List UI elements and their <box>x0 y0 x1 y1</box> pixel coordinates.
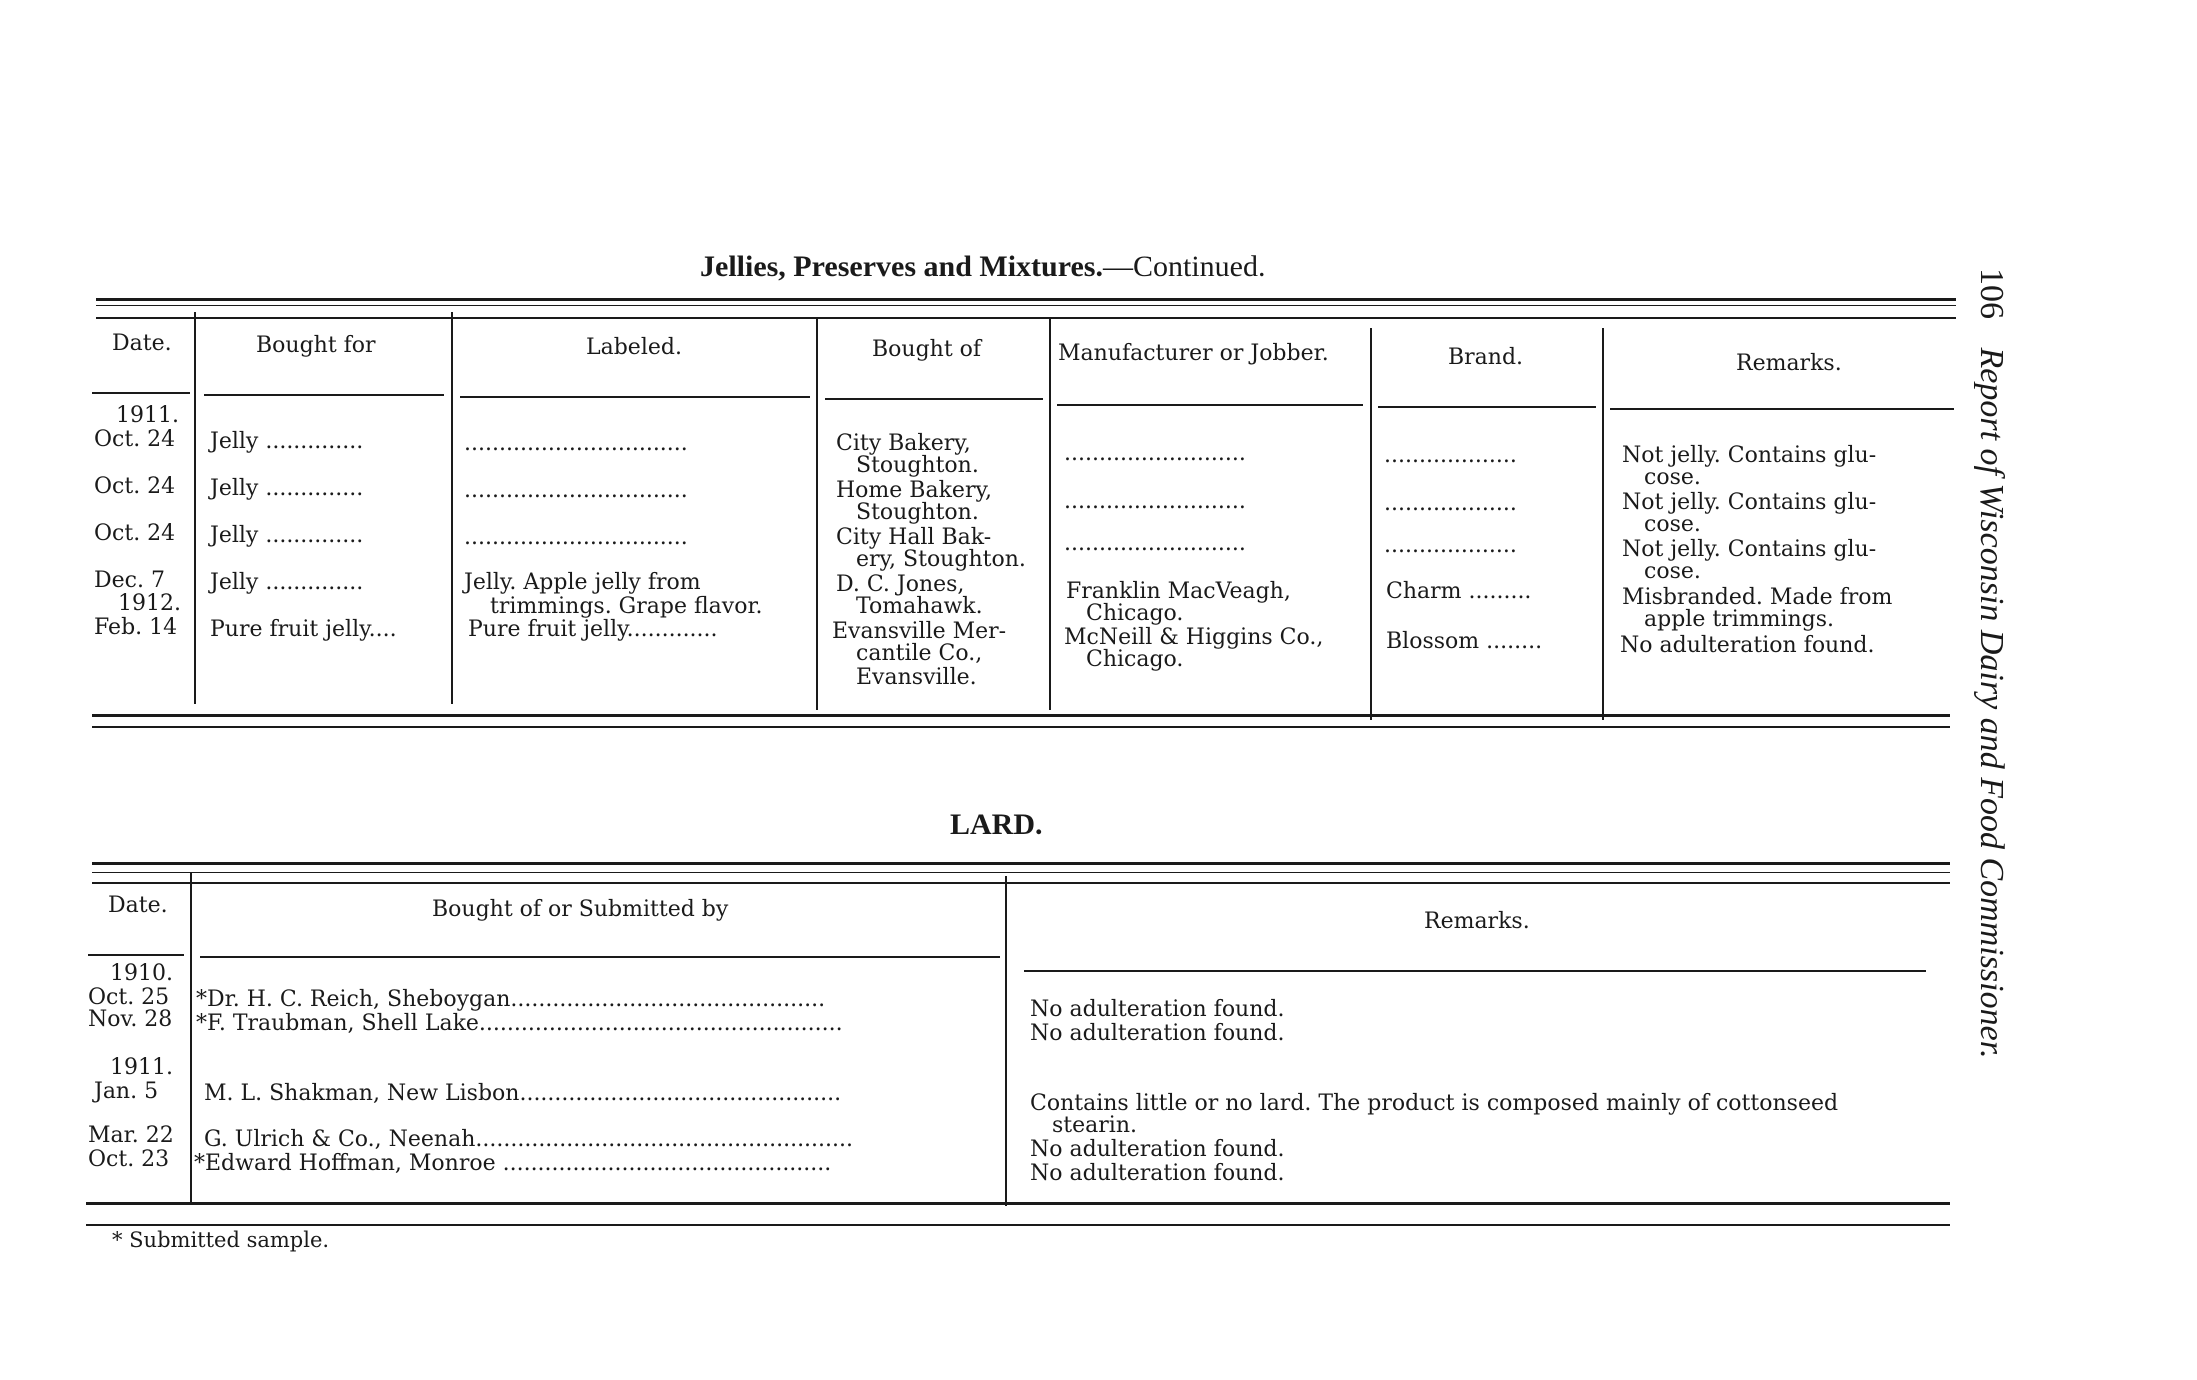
row-remarks: cose. <box>1644 512 1701 537</box>
row-remarks: Not jelly. Contains glu- <box>1622 443 1877 468</box>
row-bought-for: Jelly .............. <box>210 523 364 548</box>
page-number: 106 <box>1973 268 2010 319</box>
row-bought-of: Stoughton. <box>856 453 979 478</box>
row-manufacturer: .......................... <box>1064 441 1246 466</box>
row-manufacturer: Chicago. <box>1086 601 1184 626</box>
jellies-header-date: Date. <box>112 331 172 356</box>
lard-header-bought-of: Bought of or Submitted by <box>432 897 729 922</box>
jellies-top-rule <box>96 298 1956 301</box>
lard-title: LARD. <box>950 808 1043 841</box>
row-remarks: No adulteration found. <box>1030 1137 1285 1162</box>
row-date: Oct. 24 <box>94 521 176 546</box>
row-remarks: cose. <box>1644 465 1701 490</box>
row-bought-of: Stoughton. <box>856 500 979 525</box>
row-bought-of: City Hall Bak- <box>836 525 992 550</box>
running-title: Report of Wisconsin Dairy and Food Commissioner. <box>1973 347 2010 1059</box>
row-labeled: trimmings. Grape flavor. <box>490 594 763 619</box>
row-date: Feb. 14 <box>94 615 178 640</box>
row-remarks: stearin. <box>1052 1113 1137 1138</box>
row-bought-of: *F. Traubman, Shell Lake.................................................... <box>196 1011 843 1036</box>
row-remarks: No adulteration found. <box>1030 1161 1285 1186</box>
jellies-year: 1912. <box>118 591 181 616</box>
row-bought-of: M. L. Shakman, New Lisbon.............................................. <box>204 1081 842 1106</box>
running-head <box>1972 268 2010 1059</box>
row-remarks: No adulteration found. <box>1030 1021 1285 1046</box>
row-remarks: cose. <box>1644 559 1701 584</box>
jellies-header-labeled: Labeled. <box>586 335 682 360</box>
row-remarks: apple trimmings. <box>1644 607 1835 632</box>
jellies-header-brand: Brand. <box>1448 345 1524 370</box>
row-bought-of: *Dr. H. C. Reich, Sheboygan............................................. <box>196 987 826 1012</box>
jellies-title: Jellies, Preserves and Mixtures.—Continued. <box>700 250 1266 283</box>
row-brand: ................... <box>1384 533 1517 558</box>
footnote: * Submitted sample. <box>112 1228 330 1252</box>
row-brand: Blossom ........ <box>1386 629 1543 654</box>
row-bought-of: D. C. Jones, <box>836 572 965 597</box>
row-date: Dec. 7 <box>94 568 165 593</box>
row-labeled: Pure fruit jelly............. <box>468 617 718 642</box>
jellies-header-remarks: Remarks. <box>1736 351 1842 376</box>
row-bought-of: Evansville. <box>856 665 977 690</box>
row-date: Mar. 22 <box>88 1123 174 1148</box>
row-labeled: ................................ <box>464 525 688 550</box>
row-date: Oct. 24 <box>94 474 176 499</box>
row-bought-of: ery, Stoughton. <box>856 547 1026 572</box>
row-remarks: Misbranded. Made from <box>1622 585 1893 610</box>
row-manufacturer: Chicago. <box>1086 647 1184 672</box>
row-remarks: No adulteration found. <box>1620 633 1875 658</box>
row-bought-of: cantile Co., <box>856 641 983 666</box>
row-brand: ................... <box>1384 443 1517 468</box>
lard-bottom-rule <box>86 1202 1950 1205</box>
jellies-header-bought-of: Bought of <box>872 337 982 362</box>
row-bought-of: G. Ulrich & Co., Neenah...................................................... <box>204 1127 854 1152</box>
row-remarks: Not jelly. Contains glu- <box>1622 490 1877 515</box>
row-manufacturer: .......................... <box>1064 531 1246 556</box>
lard-top-rule <box>92 862 1950 865</box>
row-date: Oct. 24 <box>94 427 176 452</box>
row-bought-of: Evansville Mer- <box>832 619 1007 644</box>
row-remarks: No adulteration found. <box>1030 997 1285 1022</box>
row-bought-of: Tomahawk. <box>856 594 983 619</box>
row-bought-for: Jelly .............. <box>210 570 364 595</box>
lard-header-date: Date. <box>108 893 168 918</box>
lard-year: 1911. <box>110 1055 173 1080</box>
row-labeled: Jelly. Apple jelly from <box>464 570 701 595</box>
row-remarks: Contains little or no lard. The product is composed mainly of cottonseed <box>1030 1091 1839 1116</box>
jellies-header-bought-for: Bought for <box>256 333 376 358</box>
row-bought-of: *Edward Hoffman, Monroe ............................................... <box>194 1151 832 1176</box>
row-bought-for: Jelly .............. <box>210 429 364 454</box>
lard-header-remarks: Remarks. <box>1424 909 1530 934</box>
row-remarks: Not jelly. Contains glu- <box>1622 537 1877 562</box>
jellies-bottom-rule <box>92 714 1950 717</box>
row-manufacturer: .......................... <box>1064 489 1246 514</box>
row-bought-for: Pure fruit jelly.... <box>210 617 397 642</box>
row-labeled: ................................ <box>464 478 688 503</box>
row-date: Jan. 5 <box>94 1079 159 1104</box>
jellies-header-manufacturer: Manufacturer or Jobber. <box>1058 341 1329 366</box>
row-brand: ................... <box>1384 491 1517 516</box>
row-bought-of: City Bakery, <box>836 431 971 456</box>
row-date: Oct. 23 <box>88 1147 170 1172</box>
jellies-year: 1911. <box>116 403 179 428</box>
row-bought-of: Home Bakery, <box>836 478 992 503</box>
row-brand: Charm ......... <box>1386 579 1532 604</box>
row-date: Nov. 28 <box>88 1007 173 1032</box>
row-labeled: ................................ <box>464 431 688 456</box>
row-manufacturer: McNeill & Higgins Co., <box>1064 625 1324 650</box>
row-manufacturer: Franklin MacVeagh, <box>1066 579 1291 604</box>
row-bought-for: Jelly .............. <box>210 476 364 501</box>
lard-year: 1910. <box>110 961 173 986</box>
row-date: Oct. 25 <box>88 985 170 1010</box>
